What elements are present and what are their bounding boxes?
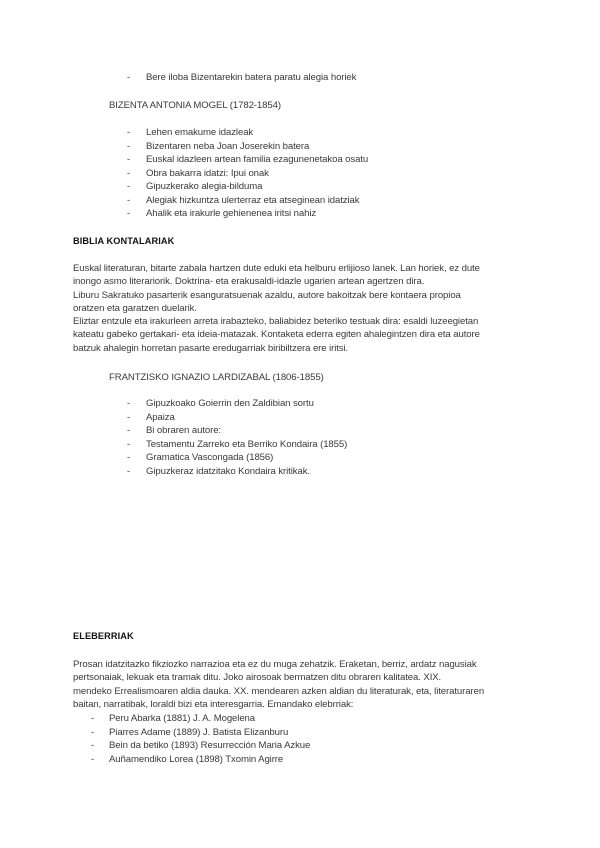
section1-paragraph: Euskal literaturan, bitarte zabala hartzen dute eduki eta helburu erlijioso lanek. Lan horiek, ez dute inongo asmo literariorik. Doktrina- eta erakusaldi-idazle ugarien artean agertzen dira. Liburu Sakratuko pasarterik esanguratsuenak azaldu, autore bakoitzak bere kontaera propioa oratzen eta garatzen duelarik. Eliztar entzule eta irakurleen arreta irabazteko, baliabidez beteriko testuak dira: esaldi luzeegietan kateatu gabeko gertakari- eta ideia-matazak. Kontaketa ederra egiten ahalegintzen dira eta autore batzuk ahalegin horretan pasarte eredugarriak biribiltzera ere iritsi.: [73, 263, 480, 354]
document-page: - Bere iloba Bizentarekin batera paratu alegia horiek BIZENTA ANTONIA MOGEL (1782-1854) - Lehen emakume idazleak - Bizentaren neba Joan Joserekin batera - Euskal idazleen artean familia ezagunenetakoa osatu - Obra bakarra idatzi: Ipui onak - Gipuzkerako alegia-bilduma - Alegiak hizkuntza ulerterraz eta atseginean idatziak - Ahalik eta irakurle gehienenea iritsi nahiz BIBLIA KONTALARIAK Euskal literaturan, bitarte zabala hartzen dute eduki eta helburu erlijioso lanek. Lan horiek, ez dute inongo asmo literariorik. Doktrina- eta erakusaldi-idazle ugarien artean agertzen dira. Liburu Sakratuko pasarterik esanguratsuenak azaldu, autore bakoitzak bere kontaera propioa oratzen eta garatzen duelarik. Eliztar entzule eta irakurleen arreta irabazteko, baliabidez beteriko testuak dira: esaldi luzeegietan kateatu gabeko gertakari- eta ideia-matazak. Kontaketa ederra egiten ahalegintzen dira eta autore batzuk ahalegin horretan pasarte eredugarriak biribiltzera ere iritsi. FRANTZISKO IGNAZIO LARDIZABAL (1806-1855) - Gipuzkoako Goierrin den Zaldibian sortu - Apaiza - Bi obraren autore: - Testamentu Zarreko eta Berriko Kondaira (1855) - Gramatica Vascongada (1856) - Gipuzkeraz idatzitako Kondaira kritikak. ELEBERRIAK Prosan idatzitazko fikziozko narrazioa eta ez du muga zehatzik. Eraketan, berriz, ardatz nagusiak pertsonaiak, lekuak eta tramak ditu. Joko airosoak bermatzen ditu obraren kalitatea. XIX. mendeko Errealismoaren aldia dauka. XX. mendearen azken aldian du literaturak, eta, literaturaren baitan, narratibak, loraldi bizi eta interesgarria. Emandako elebrriak: - Peru Abarka (1881) J. A. Mogelena - Piarres Adame (1889) J. Batista Elizanburu - Bein da betiko (1893) Resurrección Maria Azkue - Auñamendiko Lorea (1898) Txomin Agirre: [0, 0, 600, 848]
section2-paragraph: Prosan idatzitazko fikziozko narrazioa eta ez du muga zehatzik. Eraketan, berriz, ardatz nagusiak pertsonaiak, lekuak eta tramak ditu. Joko airosoak bermatzen ditu obraren kalitatea. XIX. mendeko Errealismoaren aldia dauka. XX. mendearen azken aldian du literaturak, eta, literaturaren baitan, narratibak, loraldi bizi eta interesgarria. Emandako elebrriak:: [73, 659, 485, 710]
section-heading-eleberriak: ELEBERRIAK: [73, 631, 134, 641]
section-heading-biblia-kontalariak: BIBLIA KONTALARIAK: [73, 236, 175, 246]
author-heading-mogel: BIZENTA ANTONIA MOGEL (1782-1854): [109, 100, 281, 111]
author-heading-lardizabal: FRANTZISKO IGNAZIO LARDIZABAL (1806-1855): [109, 372, 324, 383]
